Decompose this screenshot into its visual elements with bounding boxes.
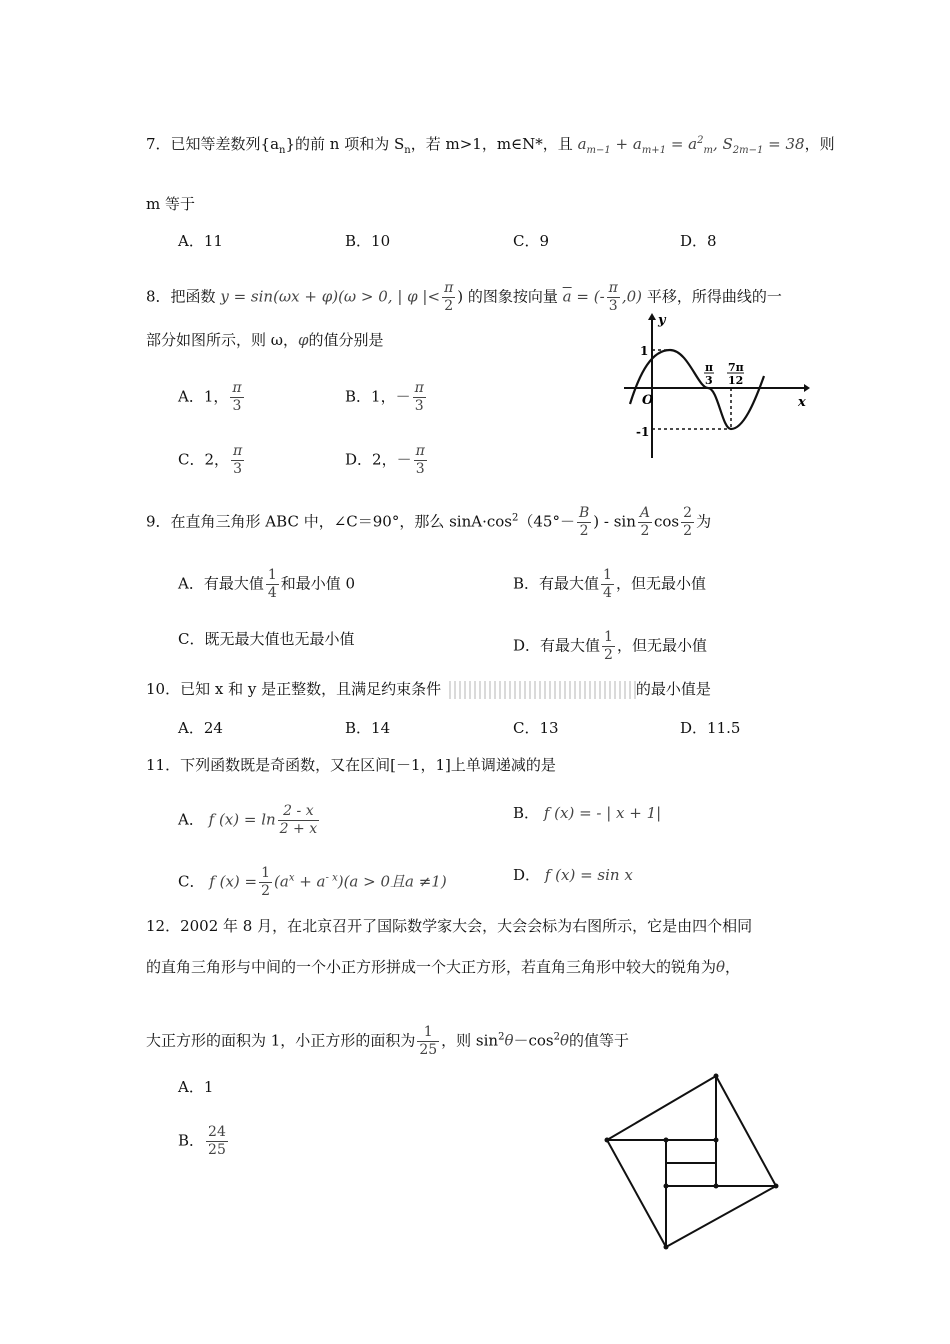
logo-outer-square [607,1076,776,1247]
graph-origin-label: O [642,393,654,408]
q9-option-c: C．既无最大值也无最小值 [178,630,355,648]
graph-one-label: 1 [640,344,649,358]
q8-option-d: D．2，－ $\frac{\pi}{3}$ [345,443,425,477]
graph-7pi12-den: 12 [728,374,744,387]
q8-stem-line2: 部分如图所示，则 ω，φ的值分别是 [146,331,384,349]
graph-neg-one-label: -1 [636,425,650,439]
q11-option-d: D． f (x) = sin x [513,866,633,884]
q10-option-b: B．14 [345,719,391,737]
q10-option-d: D．11.5 [680,719,741,737]
graph-x-label: x [798,395,806,410]
q11-option-a: A． f (x) = ln $\frac{2 - x}{2 + x}$ [178,803,318,837]
q8-option-c: C．2， $\frac{\pi}{3}$ [178,443,243,477]
graph-y-label: y [658,313,666,328]
q9-option-b: B．有最大值 $\frac{1}{4}$ ，但无最小值 [513,567,706,601]
q10-illegible-constraints [446,681,636,699]
logo-vertices [605,1074,779,1250]
q12-stem-line2: 的直角三角形与中间的一个小正方形拼成一个大正方形，若直角三角形中较大的锐角为θ， [146,958,741,976]
q8-option-a: A．1， $\frac{\pi}{3}$ [178,380,242,414]
graph-y-arrow [648,313,656,320]
q12-stem-line3: 大正方形的面积为 1，小正方形的面积为 $\frac{1}{25}$ ，则 $\sin^2\theta-\cos^2\theta$的值等于 [146,1024,630,1058]
q7-option-a: A．11 [178,232,223,250]
q12-congress-logo-figure [598,1070,784,1256]
q9-option-a: A．有最大值 $\frac{1}{4}$ 和最小值 0 [178,567,356,601]
q7-stem: 7．已知等差数列$\{a_n\}$的前 n 项和为 $S_n$，若 m>1，m∈N*，且 $a_{m-1} + a_{m+1} = a^2_m$, $S_{2m-1} = 38$，则 [146,135,835,156]
q8-stem: 8．把函数 y = sin(ωx + φ)(ω > 0, | φ |< $\frac{\pi}{2}$ ) 的图象按向量 $\overline{a}$ = (- $\frac{\pi}{3}$ ,0) 平移，所得曲线的一 [146,280,782,314]
q9-stem: 9．在直角三角形 ABC 中，∠C＝90°，那么 $\sin A\cdot\cos^2(45^\circ-$ $\frac{B}{2}$ ) - sin $\frac{A}{2}$ cos $\frac{2}{2}$ 为 [146,505,712,539]
graph-sine-curve [630,350,764,429]
q11-option-b: B． f (x) = - | x + 1| [513,804,662,822]
q8-sine-graph [618,312,810,462]
graph-7pi12-num: 7π [728,361,744,374]
q7-formula: $a_{m-1} + a_{m+1} = a^2_m$, $S_{2m-1} = 38$ [577,135,805,156]
graph-pi3-num: π [705,361,714,374]
q10-stem: 10．已知 x 和 y 是正整数，且满足约束条件 的最小值是 [146,680,711,698]
q8-option-b: B．1，－ $\frac{\pi}{3}$ [345,380,424,414]
q12-stem-line1: 12．2002 年 8 月，在北京召开了国际数学家大会，大会会标为右图所示，它是由四个相同 [146,917,753,935]
q7-stem-line2: m 等于 [146,195,195,213]
q10-option-c: C．13 [513,719,559,737]
q11-option-c: C． f (x) = $\frac{1}{2}$ $(a^x + a^{- x})(a > 0$且a ≠1) [178,865,447,899]
q9-option-d: D．有最大值 $\frac{1}{2}$ ，但无最小值 [513,629,707,663]
q12-option-a: A．1 [178,1078,214,1096]
q12-option-b: B． $\frac{24}{25}$ [178,1124,226,1158]
q10-option-a: A．24 [178,719,223,737]
graph-pi3-den: 3 [705,374,713,387]
q7-option-d: D．8 [680,232,717,250]
q8-vector: $\overline{a}$ [562,287,572,306]
q7-option-c: C．9 [513,232,550,250]
graph-x-arrow [804,384,810,392]
q11-stem: 11．下列函数既是奇函数，又在区间[－1，1]上单调递减的是 [146,756,556,774]
q7-option-b: B．10 [345,232,391,250]
